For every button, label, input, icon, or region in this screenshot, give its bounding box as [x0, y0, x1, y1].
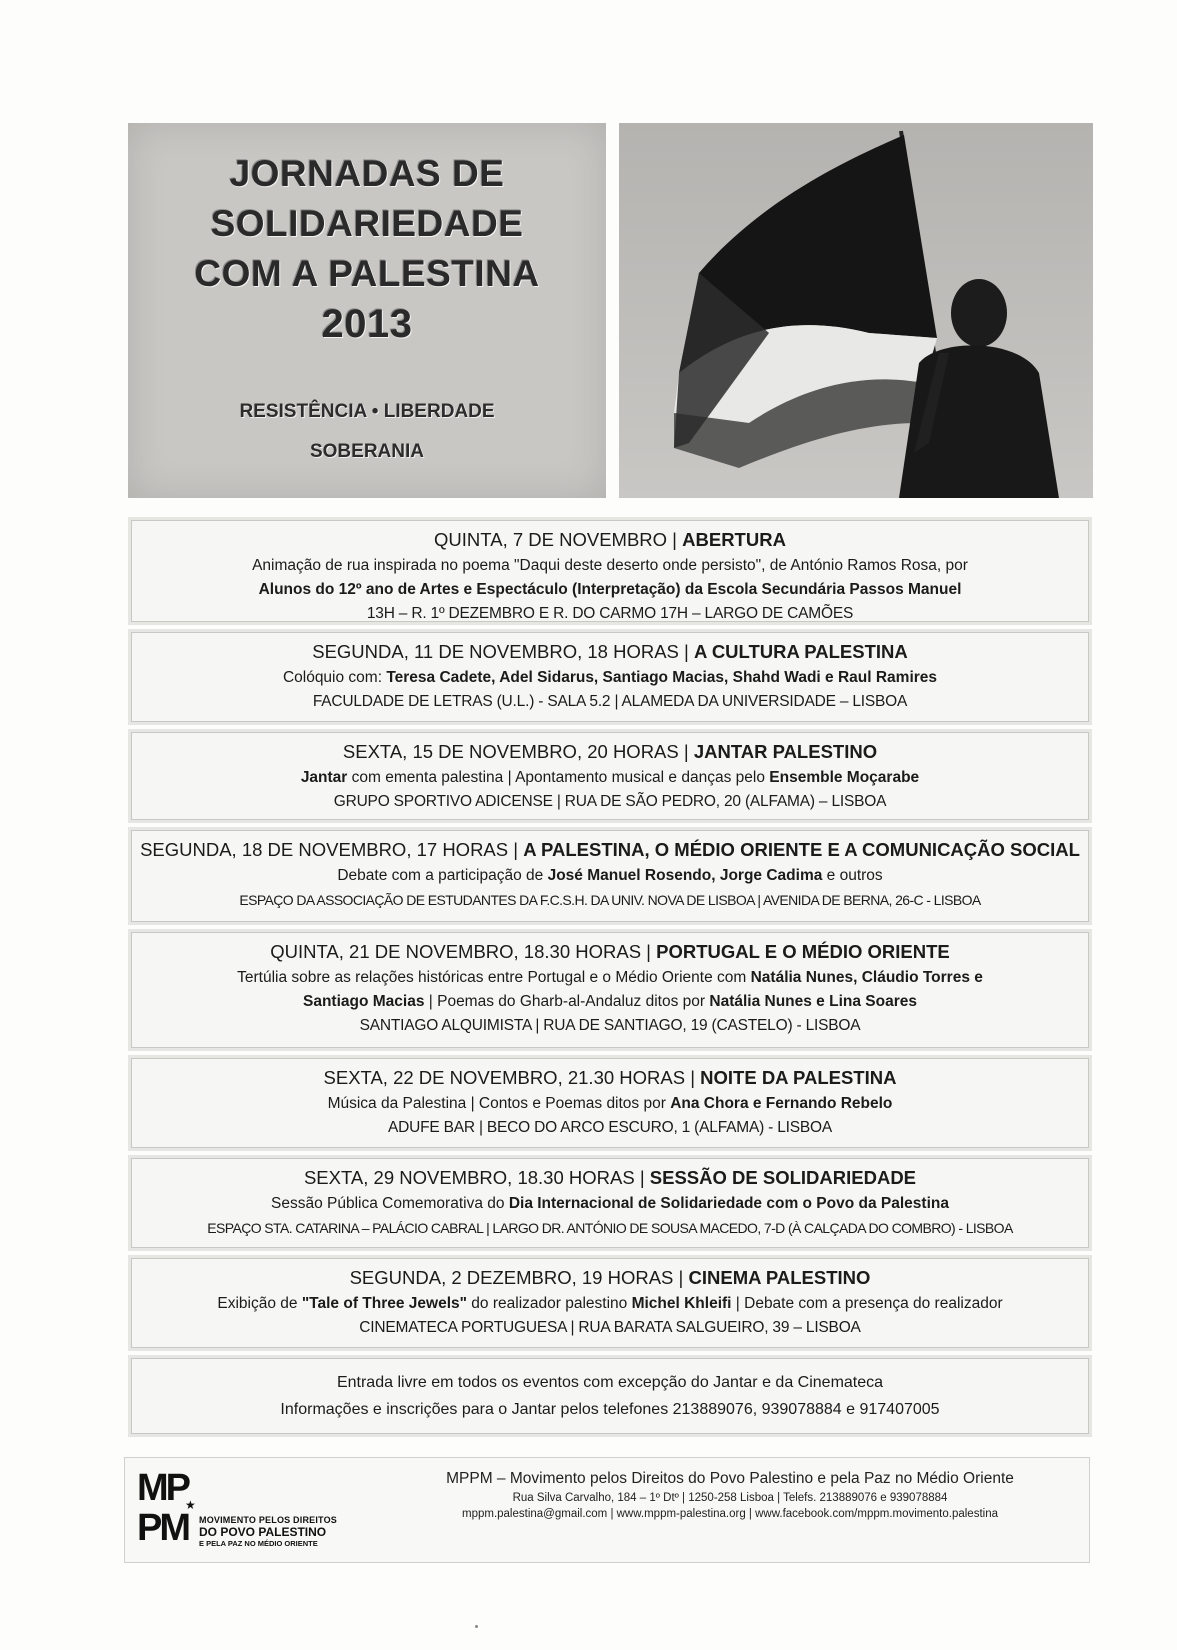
organizer-web: mppm.palestina@gmail.com | www.mppm-palestina.org | www.facebook.com/mppm.movimento.palestina: [462, 1508, 998, 1520]
mppm-logo-text: MOVIMENTO PELOS DIREITOS DO POVO PALESTINO E PELA PAZ NO MÉDIO ORIENTE: [199, 1515, 337, 1548]
event-5-description-line-2: Santiago Macias | Poemas do Gharb-al-Andaluz ditos por Natália Nunes e Lina Soares: [303, 993, 917, 1010]
event-3: [131, 732, 1089, 820]
title-line-3: COM A PALESTINA: [194, 253, 540, 294]
event-1-heading: QUINTA, 7 DE NOVEMBRO | ABERTURA: [434, 529, 786, 550]
event-1: [131, 520, 1089, 622]
flag-photo-illustration: [619, 123, 1093, 498]
slogan-line-2: SOBERANIA: [309, 441, 424, 462]
event-5-description-line-1: Tertúlia sobre as relações históricas entre Portugal e o Médio Oriente com Natália Nunes, Cláudio Torres e: [237, 969, 983, 986]
event-7: [131, 1158, 1089, 1248]
admission-info: [131, 1358, 1089, 1434]
event-6: [131, 1058, 1089, 1148]
organizer-name: MPPM – Movimento pelos Direitos do Povo Palestino e pela Paz no Médio Oriente: [446, 1470, 1014, 1487]
admission-info-line-2: Informações e inscrições para o Jantar pelos telefones 213889076, 939078884 e 917407005: [280, 1401, 940, 1418]
event-7-description: Sessão Pública Comemorativa do Dia Internacional de Solidariedade com o Povo da Palestina: [271, 1195, 949, 1212]
event-2-heading: SEGUNDA, 11 DE NOVEMBRO, 18 HORAS | A CULTURA PALESTINA: [312, 641, 908, 662]
poster-title-panel: [128, 123, 606, 498]
event-7-heading: SEXTA, 29 NOVEMBRO, 18.30 HORAS | SESSÃO DE SOLIDARIEDADE: [303, 1167, 917, 1188]
title-year: 2013: [321, 302, 413, 346]
event-4: [131, 830, 1089, 922]
event-5: [131, 932, 1089, 1048]
scan-speck: [475, 1625, 478, 1628]
event-1-participants: Alunos do 12º ano de Artes e Espectáculo (Interpretação) da Escola Secundária Passos Manuel: [258, 581, 962, 598]
events-list: [131, 520, 1089, 1358]
event-6-description: Música da Palestina | Contos e Poemas ditos por Ana Chora e Fernando Rebelo: [327, 1095, 893, 1112]
event-4-heading: SEGUNDA, 18 DE NOVEMBRO, 17 HORAS | A PALESTINA, O MÉDIO ORIENTE E A COMUNICAÇÃO SOCIAL: [140, 839, 1080, 860]
flag-photo: [619, 123, 1093, 498]
star-icon: ★: [185, 1498, 196, 1512]
event-5-location: SANTIAGO ALQUIMISTA | RUA DE SANTIAGO, 19 (CASTELO) - LISBOA: [359, 1017, 861, 1034]
event-8-heading: SEGUNDA, 2 DEZEMBRO, 19 HORAS | CINEMA PALESTINO: [349, 1267, 871, 1288]
title-line-1: JORNADAS DE: [229, 153, 505, 194]
event-2-description: Colóquio com: Teresa Cadete, Adel Sidarus, Santiago Macias, Shahd Wadi e Raul Ramires: [282, 669, 938, 686]
title-line-2: SOLIDARIEDADE: [210, 203, 524, 244]
event-7-location: ESPAÇO STA. CATARINA – PALÁCIO CABRAL | LARGO DR. ANTÓNIO DE SOUSA MACEDO, 7-D (À CALÇADA DO COMBRO) - LISBOA: [207, 1220, 1013, 1236]
event-2-location: FACULDADE DE LETRAS (U.L.) - SALA 5.2 | ALAMEDA DA UNIVERSIDADE – LISBOA: [312, 693, 908, 710]
event-8-location: CINEMATECA PORTUGUESA | RUA BARATA SALGUEIRO, 39 – LISBOA: [359, 1319, 861, 1336]
slogan-line-1: RESISTÊNCIA • LIBERDADE: [239, 401, 495, 422]
event-3-heading: SEXTA, 15 DE NOVEMBRO, 20 HORAS | JANTAR PALESTINO: [342, 741, 878, 762]
admission-info-line-1: Entrada livre em todos os eventos com excepção do Jantar e da Cinemateca: [336, 1374, 884, 1391]
event-6-location: ADUFE BAR | BECO DO ARCO ESCURO, 1 (ALFAMA) - LISBOA: [387, 1119, 833, 1136]
poster-title: [128, 149, 606, 349]
event-1-location: 13H – R. 1º DEZEMBRO E R. DO CARMO 17H – LARGO DE CAMÕES: [366, 605, 854, 622]
event-3-description: Jantar com ementa palestina | Apontamento musical e danças pelo Ensemble Moçarabe: [300, 769, 920, 786]
organizer-contact: [380, 1468, 1080, 1522]
organizer-footer: [124, 1457, 1090, 1563]
event-6-heading: SEXTA, 22 DE NOVEMBRO, 21.30 HORAS | NOITE DA PALESTINA: [323, 1067, 897, 1088]
mppm-logo: [137, 1468, 347, 1554]
event-4-location: ESPAÇO DA ASSOCIAÇÃO DE ESTUDANTES DA F.C.S.H. DA UNIV. NOVA DE LISBOA | AVENIDA DE BERNA, 26-C - LISBOA: [239, 892, 981, 908]
event-8-description: Exibição de "Tale of Three Jewels" do realizador palestino Michel Khleifi | Debate com a presença do realizador: [217, 1295, 1003, 1312]
event-5-heading: QUINTA, 21 DE NOVEMBRO, 18.30 HORAS | PORTUGAL E O MÉDIO ORIENTE: [270, 941, 950, 962]
event-1-description: Animação de rua inspirada no poema "Daqui deste deserto onde persisto", de António Ramos Rosa, por: [252, 557, 968, 574]
event-8: [131, 1258, 1089, 1348]
event-4-description: Debate com a participação de José Manuel Rosendo, Jorge Cadima e outros: [337, 867, 883, 884]
event-2: [131, 632, 1089, 722]
organizer-address: Rua Silva Carvalho, 184 – 1º Dtº | 1250-258 Lisboa | Telefs. 213889076 e 939078884: [512, 1492, 948, 1504]
mppm-logo-mark: MP PM: [137, 1467, 188, 1549]
event-3-location: GRUPO SPORTIVO ADICENSE | RUA DE SÃO PEDRO, 20 (ALFAMA) – LISBOA: [333, 793, 887, 810]
